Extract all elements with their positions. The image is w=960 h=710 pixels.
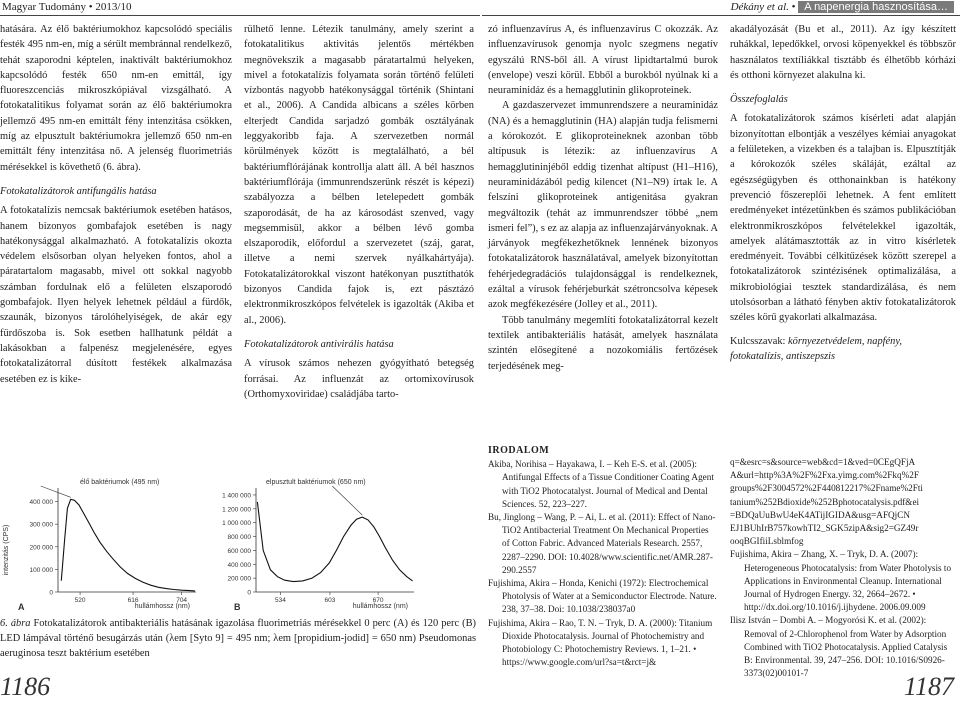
reference-item: Ilisz István – Dombi A. – Mogyorósi K. et al. (2002): Removal of 2-Chlorophenol from Water by Adsorption Combined with TiO2 Photocatalysis. Applied Catalysis B: Environmental. 39, 247–256. DOI: 10.1016/S0926-3373(02)00101-7: [730, 615, 948, 679]
peak-pointer: [41, 486, 71, 497]
x-tick-label: 704: [176, 597, 188, 604]
y-tick-label: 600 000: [227, 547, 251, 555]
panel-label-b: B: [234, 602, 241, 612]
text-column-1: [0, 22, 232, 462]
text-column-3: [488, 22, 718, 442]
running-header-right: Dékány et al. • A napenergia hasznosítása…: [482, 0, 960, 16]
figure-6: [0, 468, 476, 616]
keywords: [730, 334, 956, 365]
figure-6-charts: [0, 468, 476, 616]
paragraph: zó influenzavírus A, és influenzavírus C okozzák. Az influenzavírusok genomja nyolc szegmens negatív egyszálú RNS-ből áll. A vírust lipidtartalmú burok (envelope) veszi körül. Ebből a burokból nyúlnak ki a neuraminidáz és a hemagglutinin glikoproteinek.: [488, 24, 718, 97]
text-column-4: [730, 22, 956, 442]
series-label-live: élő baktériumok (495 nm): [80, 479, 160, 486]
y-axis-label: intenzitás (CPS): [3, 524, 10, 576]
x-tick-label: 670: [372, 597, 384, 604]
references-right: [730, 456, 956, 679]
y-tick-label: 0: [247, 589, 251, 597]
paragraph: A vírusok számos nehezen gyógyítható betegség forrásai. Az influenzát az ortomixovírusok (Orthomyxoviridae) családjába tarto-: [244, 358, 474, 400]
series-line: [61, 499, 195, 591]
section-heading: Fotokatalizátorok antivirális hatása: [244, 338, 394, 350]
paragraph: Több tanulmány megemlíti fotokatalizátorral kezelt textilek antibakteriális hatását, amelyek használata szintén elősegítené a nozokomiális fertőzések terjedésének meg-: [488, 314, 718, 372]
y-tick-label: 300 000: [29, 521, 53, 529]
y-tick-label: 400 000: [29, 499, 53, 507]
reference-item: Fujishima, Akira – Zhang, X. – Tryk, D. A. (2007): Heterogeneous Photocatalysis: from Water Photolysis to Applications in Environmental Cleanup. International Journal of Hydrogen Energy. 32, 2664–2672. • http://dx.doi.org/10.1016/j.ijhydene. 2006.09.009: [730, 549, 952, 613]
series-label-dead: elpusztult baktériumok (650 nm): [266, 479, 366, 486]
series-line: [257, 502, 412, 582]
reference-item: Fujishima, Akira – Honda, Kenichi (1972): Electrochemical Photolysis of Water at a Semiconductor Electrode. Nature. 238, 37–38. Doi: 10.1038/238037a0: [488, 578, 717, 615]
caption-text: Fotokatalizátorok antibakteriális hatásának igazolása fluorimetriás mérésekkel 0 perc (A) és 120 perc (B) LED lámpával történő besugárzás után (λem [Syto 9] = 495 nm; λem [propidium-jodid] = 650 nm) Pseudomonas aeruginosa teszt baktérium esetében: [0, 618, 476, 659]
caption-label: 6. ábra: [0, 618, 31, 629]
paragraph: A gazdaszervezet immunrendszere a neuraminidáz (NA) és a hemagglutinin (HA) alapján tudja felismerni a kórokozót. E glikoproteineknek azonban több altípusuk is létezik: az influenzavírus A hemagglutininjéből eddig tizenhat altípust (H1–H16), neuraminidázából pedig kilencet (N1–N9) írtak le. A felszíni glikoproteinek antigenitása gyakran megváltozik (tehát az immunrendszer többé „nem ismeri fel”), s ez az alapja az influenzajárványoknak. A járványok megfékezhetőknek lennének bizonyos fotokatalizátorok használatával, amelyek bizonyítottan fehérjedegradációs tulajdonsággal is rendelkeznek, ezáltal a vírusok fehérjeburkát szétroncsolva képesek azok megfékezésére (Jolley et al., 2011).: [488, 100, 718, 311]
section-heading: Fotokatalizátorok antifungális hatása: [0, 185, 157, 197]
paragraph: A fotokatalizátorok számos kísérleti adat alapján bizonyítottan elbontják a veszélyes kémiai anyagokat a felületeken, a vizekben és a talajban is. Elpusztítják a kórokozók széles skáláját, ezáltal az egészségügyben és otthonainkban is hatékony prevenció főszereplői lehetnek. A fent említett eredményeket intézetünkben és számos publikációban elektronmikroszkópos felvételekkel igazolták, amelyek alátámasztották az in vitro kísérletek eredményeit. További célkitűzések között szerepel a fotokatalizátorok szintézisének optimalizálása, a mikrobiológiai tesztek standardizálása, és nem utolsósorban a látható fényben aktív fotokatalizátorok széles körű gyakorlati alkalmazása.: [730, 113, 956, 324]
page-number-left: 1186: [0, 672, 51, 701]
x-tick-label: 616: [127, 597, 139, 604]
paragraph: hatására. Az élő baktériumokhoz kapcsolódó speciális festék 495 nm-en, míg a sérült membránnal rendelkező, tehát szaporodni képtelen, inaktivált baktériumokhoz kapcsolódó festék 650 nm-en emittál, így fluoreszcenciás mikroszkópiával vizsgálható. A fotokatalitikus folyamat során az élő baktériumokra jellemző 495 nm-en emittált fény intenzitása csökken, míg az elpusztult baktériumokra jellemző 650 nm-en emittált fény intenzitása nő. A jelenség fluorimetriás mérésekkel is követhető (6. ábra).: [0, 24, 232, 173]
chart-panel-b: [222, 479, 414, 612]
y-tick-label: 100 000: [29, 566, 53, 574]
reference-item: Akiba, Norihisa – Hayakawa, I. – Keh E-S. et al. (2005): Antifungal Effects of a Tissue Conditioner Coating Agent with TiO2 Photocatalyst. Journal of Medical and Dental Sciences. 52, 223–227.: [488, 459, 714, 509]
figure-caption: [0, 616, 476, 661]
page-number-right: 1187: [903, 672, 954, 701]
paragraph: A fotokatalízis nemcsak baktériumok esetében hatásos, hanem bizonyos gombafajok esetében is nagy hatékonysággal alkalmazható. A fotokatalízis okozta védelem elsősorban olyan helyeken fontos, ahol a páratartalom magasabb, mivel ott sokkal nagyobb számban fordulnak elő a felületen elszaporodó gombafajok. Ilyen helyek lehetnek például a fürdők, szaunák, bizonyos tárolóhelyiségek, de akár egy fürdőszoba is. Sok esetben hallhatunk példát a lakásokban a falpenész megjelenésére, egyes fotokatalizátorral dúsított festékek alkalmazása esetében ez is kike-: [0, 205, 232, 385]
y-tick-label: 1 200 000: [222, 506, 251, 514]
journal-title: Magyar Tudomány • 2013/10: [2, 1, 132, 13]
chart-panel-a: [3, 479, 196, 612]
article-topic: A napenergia hasznosítása…: [798, 1, 954, 13]
peak-pointer: [332, 486, 362, 515]
reference-item: Bu, Jinglong – Wang, P. – Ai, L. et al. (2011): Effect of Nano-TiO2 Antibacterial Treatment On Mechanical Properties of Cotton Fabric. Advanced Materials Research. 2557, 2287–2290. DOI: 10.4028/www.scientific.net/AMR.287-290.2557: [488, 512, 716, 575]
y-tick-label: 0: [49, 589, 53, 597]
reference-item: q=&esrc=s&source=web&cd=1&ved=0CEgQFjA A&url=http%3A%2F%2Fxa.yimg.com%2Fkq%2F groups%2F3004572%2F440812217%2Fname%2Fti tanium%252Bdioxide%252Bphotocatalysis.pdf&ei =BDQaUuBwU4eK4ATijIGIDA&usg=AFQjCN EJ1BUhIrB757kowhTI2_SGK5zipA&sig2=GZ49r ooqBGIfiiLsblmfog: [730, 457, 923, 547]
references-title: IRODALOM: [488, 445, 550, 456]
text-column-2: [244, 22, 474, 462]
keywords-text: környezetvédelem, napfény, fotokatalízis, antiszepszis: [730, 335, 902, 362]
references-left: [488, 444, 718, 666]
x-tick-label: 534: [274, 597, 286, 604]
running-header-left: [0, 0, 480, 16]
article-authors: Dékány et al.: [730, 1, 789, 13]
x-tick-label: 603: [324, 597, 336, 604]
y-tick-label: 800 000: [227, 534, 251, 542]
section-heading: Összefoglalás: [730, 94, 788, 106]
reference-item: Fujishima, Akira – Rao, T. N. – Tryk, D. A. (2000): Titanium Dioxide Photocatalysis. Journal of Photochemistry and Photobiology C: Photochemistry Reviews. 1, 1–21. • https://www.google.com/url?sa=t&rct=j&: [488, 617, 713, 668]
x-tick-label: 520: [74, 597, 86, 604]
y-tick-label: 200 000: [227, 575, 251, 583]
y-tick-label: 1 000 000: [222, 520, 251, 528]
keywords-label: Kulcsszavak:: [730, 335, 786, 347]
panel-label-a: A: [18, 602, 25, 612]
y-tick-label: 400 000: [227, 561, 251, 569]
paragraph: rülhető lenne. Létezik tanulmány, amely szerint a fotokatalitikus aktivitás jelentős mértékben megnövekszik a magasabb páratartalmú helyeken, mivel a fotokatalízis folyamata során történő felületi vízbontás nagyobb hatékonysággal történik (Shintani et al., 2006). A Candida albicans a széles körben elterjedt Candida sarjadzó gombák osztályának leggyakoribb faja. A szervezetben normál körülmények között is megtalálható, a bél baktériumflórájának kontrollja alatt áll. A bél hasznos baktériumflórája (immunrendszerünk részét is képezi) szabályozza a bélben letelepedett gombák szaporodását, de ha az károsodást szenved, vagy megsemmisül, akkor a bélben lévő gomba elszaporodik, előfordul a szervezetet (száj, garat, illetve a nemi szervek nyálkahártyája). Fotokatalizátorokkal viszont hatékonyan pusztíthatók bizonyos Candida fajok is, ezt pásztázó elektronmikroszkópos felvételek is igazolták (Akiba et al., 2006).: [244, 24, 474, 326]
x-axis-label: hullámhossz (nm): [352, 603, 408, 610]
y-tick-label: 200 000: [29, 544, 53, 552]
y-tick-label: 1 400 000: [222, 492, 251, 500]
x-axis-label: hullámhossz (nm): [134, 603, 190, 610]
paragraph: akadályozását (Bu et al., 2011). Az így készített ruhákkal, lepedőkkel, orvosi köpenyekkel és többször használatos textíliákkal tisztább és élhetőbb kórházi és otthoni környezet alakulna ki.: [730, 24, 956, 81]
